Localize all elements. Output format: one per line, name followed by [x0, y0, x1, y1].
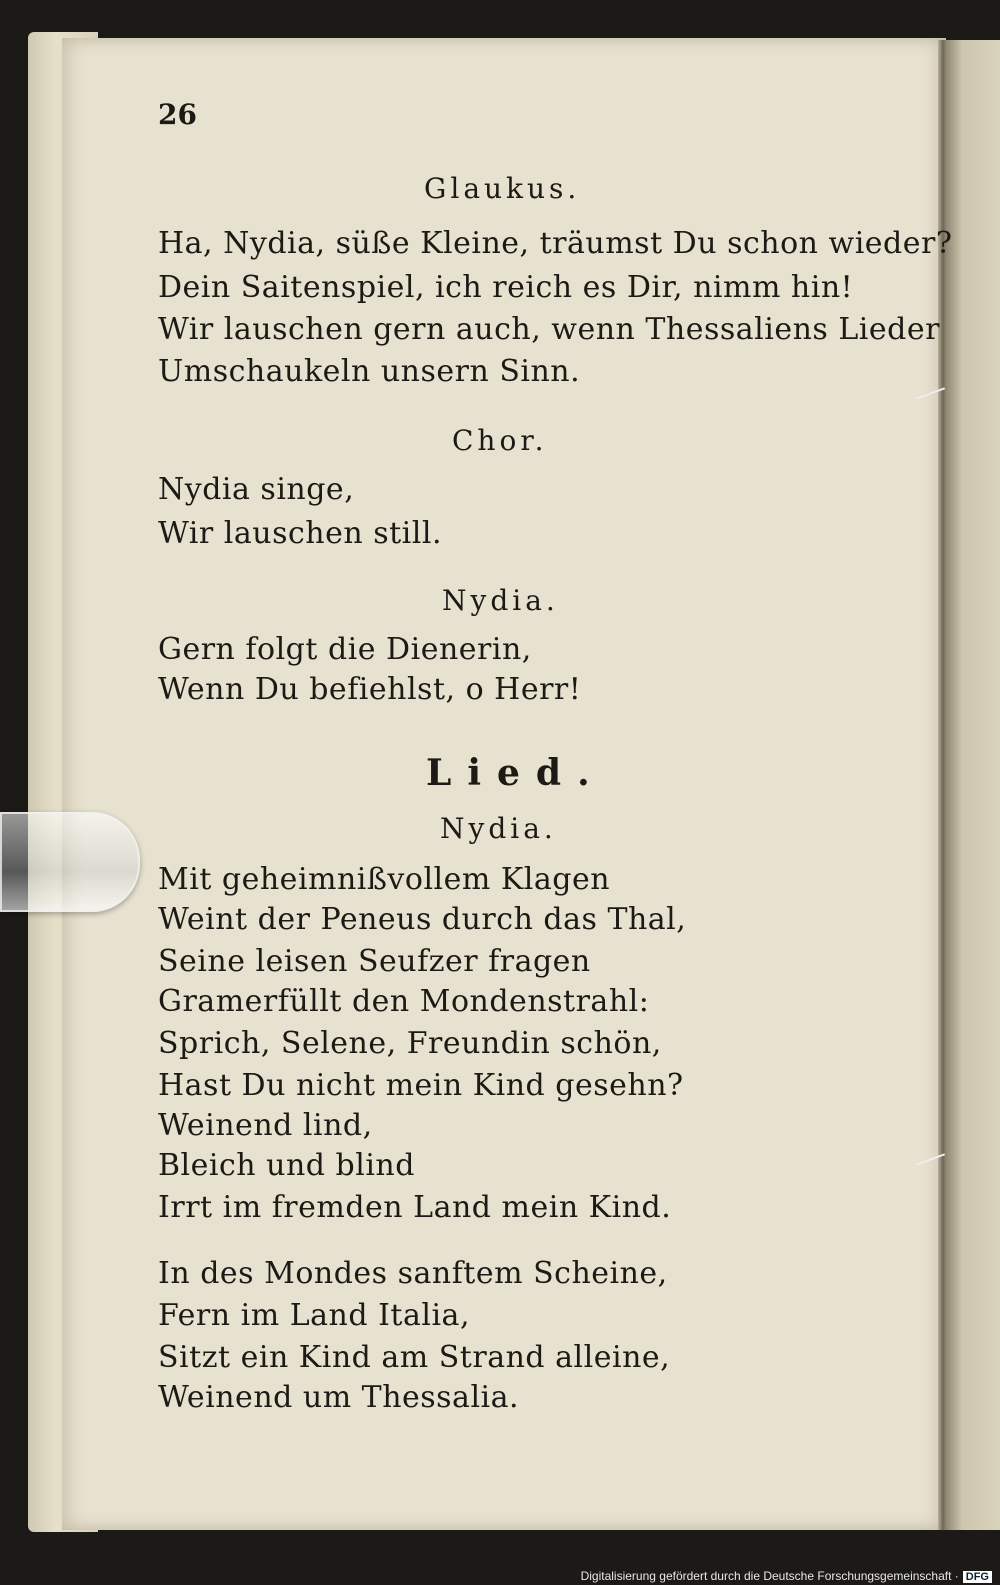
verse-line: Seine leisen Seufzer fragen [158, 944, 591, 979]
verse-line: Dein Saitenspiel, ich reich es Dir, nimm hin! [158, 270, 854, 305]
verse-line: Nydia singe, [158, 472, 355, 507]
verse-line: Weint der Peneus durch das Thal, [158, 902, 687, 937]
speaker-name: Chor. [452, 424, 548, 457]
verse-line: Wir lauschen gern auch, wenn Thessaliens Lieder [158, 312, 940, 347]
verse-line: In des Mondes sanftem Scheine, [158, 1256, 668, 1291]
credit-text: Digitalisierung gefördert durch die Deutsche Forschungsgemeinschaft · [580, 1569, 959, 1583]
verse-line: Wenn Du befiehlst, o Herr! [158, 672, 582, 707]
verse-line: Sprich, Selene, Freundin schön, [158, 1026, 662, 1061]
page-number: 26 [158, 98, 197, 131]
verse-line: Bleich und blind [158, 1148, 415, 1183]
verse-line: Umschaukeln unsern Sinn. [158, 354, 581, 389]
verse-line: Hast Du nicht mein Kind gesehn? [158, 1068, 684, 1103]
song-title: Lied. [426, 752, 606, 794]
speaker-name: Nydia. [440, 812, 557, 845]
speaker-name: Nydia. [442, 584, 559, 617]
verse-line: Irrt im fremden Land mein Kind. [158, 1190, 672, 1225]
digitization-credit [581, 1569, 992, 1583]
verse-line: Sitzt ein Kind am Strand alleine, [158, 1340, 671, 1375]
verse-line: Ha, Nydia, süße Kleine, träumst Du schon wieder? [158, 226, 953, 261]
verse-line: Gramerfüllt den Mondenstrahl: [158, 984, 650, 1019]
verse-line: Weinend lind, [158, 1108, 373, 1143]
verse-line: Fern im Land Italia, [158, 1298, 470, 1333]
page-weight-clip [0, 812, 140, 912]
dfg-logo: DFG [963, 1571, 992, 1583]
verse-line: Gern folgt die Dienerin, [158, 632, 532, 667]
verse-line: Wir lauschen still. [158, 516, 442, 551]
speaker-name: Glaukus. [424, 172, 581, 205]
verse-line: Mit geheimnißvollem Klagen [158, 862, 611, 897]
facing-page-edge [946, 40, 1000, 1530]
verse-line: Weinend um Thessalia. [158, 1380, 520, 1415]
